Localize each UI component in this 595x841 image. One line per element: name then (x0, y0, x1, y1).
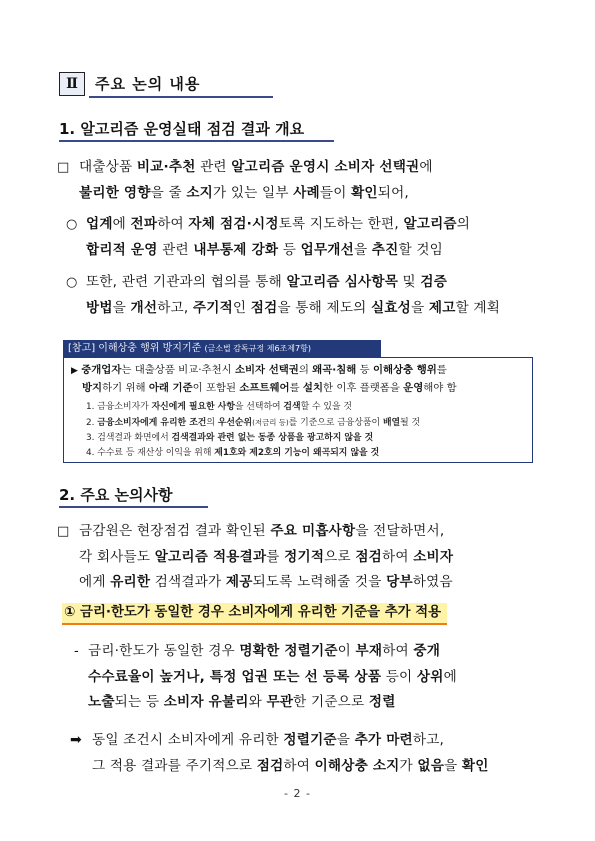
list-item: 1. 금융소비자가 자신에게 필요한 사항을 선택하여 검색할 수 있을 것 (86, 402, 352, 412)
section-title: 주요 논의 내용 (95, 75, 201, 93)
dash-bullet-icon: - (74, 644, 79, 659)
subsection-1-title: 1. 알고리즘 운영실태 점검 결과 개요 (59, 120, 305, 138)
circle-bullet-icon: ○ (66, 217, 78, 232)
list-item: 4. 수수료 등 재산상 이익을 위해 제1호와 제2호의 기능이 왜곡되지 않을 것 (86, 448, 380, 458)
arrow-right-icon: ▶ (71, 366, 78, 376)
square-bullet-icon: □ (57, 524, 70, 539)
circled-number-one: ① (64, 605, 76, 620)
arrow-right-icon: ➡ (70, 732, 82, 748)
item-1-heading: ① 금리·한도가 동일한 경우 소비자에게 유리한 기준을 추가 적용 (62, 603, 447, 625)
subsection-2-underline (59, 506, 208, 508)
circle-bullet-icon: ○ (66, 275, 78, 290)
subsection-1-underline (59, 140, 334, 142)
paragraph-fss-request: □ 금감원은 현장점검 결과 확인된 주요 미흡사항을 전달하면서, 각 회사들도 알고리즘 적용결과를 정기적으로 점검하여 소비자 에게 유리한 검색결과가 제공되도록 노력해줄 것을 당부하였음 (57, 519, 453, 596)
subsection-2-title: 2. 주요 논의사항 (59, 486, 173, 504)
paragraph-improvement-plan: ○ 또한, 관련 기관과의 협의를 통해 알고리즘 심사항목 및 검증 방법을 개선하고, 주기적인 점검을 통해 제도의 실효성을 제고할 계획 (66, 270, 500, 321)
page-number: - 2 - (284, 787, 311, 800)
paragraph-problem: - 금리·한도가 동일한 경우 명확한 정렬기준이 부재하여 중개 수수료율이 높거나, 특정 업권 또는 선 등록 상품 등이 상위에 노출되는 등 소비자 유불리와 무관한 기준으로 정렬 (74, 639, 457, 716)
list-item: 2. 금융소비자에게 유리한 조건의 우선순위(저금리 등)를 기준으로 금융상품이 배열될 것 (86, 418, 421, 428)
reference-box (63, 357, 533, 463)
paragraph-industry-guidance: ○ 업계에 전파하여 자체 점검·시정토록 지도하는 한편, 알고리즘의 합리적 운영 관련 내부통제 강화 등 업무개선을 추진할 것임 (66, 212, 470, 263)
section-numeral-box: Ⅱ (59, 72, 85, 96)
paragraph-overview: □ 대출상품 비교·추천 관련 알고리즘 운영시 소비자 선택권에 불리한 영향을 줄 소지가 있는 일부 사례들이 확인되어, (57, 155, 433, 206)
square-bullet-icon: □ (57, 160, 70, 175)
paragraph-action: ➡ 동일 조건시 소비자에게 유리한 정렬기준을 추가 마련하고, 그 적용 결과를 주기적으로 점검하여 이해상충 소지가 없음을 확인 (70, 728, 489, 779)
list-item: 3. 검색결과 화면에서 검색결과와 관련 없는 동종 상품을 광고하지 않을 것 (86, 433, 374, 443)
reference-criteria-list (86, 400, 420, 461)
reference-intro: ▶ 중개업자는 대출상품 비교·추천시 소비자 선택권의 왜곡·침해 등 이해상충 행위를 방지하기 위해 아래 기준이 포함된 소프트웨어를 설치한 이후 플랫폼을 운영해야 함 (71, 364, 457, 394)
reference-box-header: [참고] 이해상충 행위 방지기준 (금소법 감독규정 제6조제7항) (63, 340, 381, 357)
section-title-underline (89, 96, 273, 98)
